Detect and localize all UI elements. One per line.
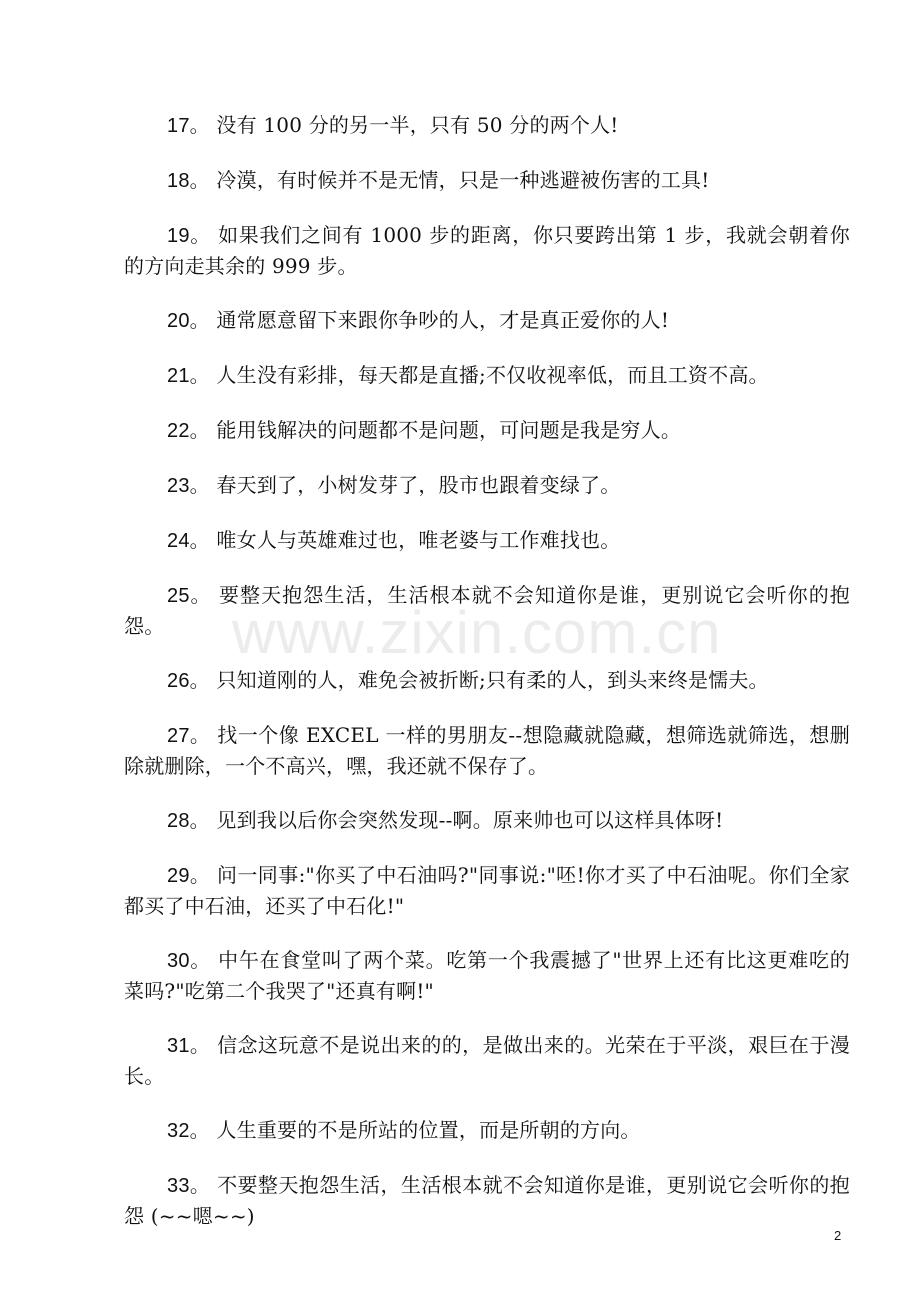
list-item <box>124 470 850 501</box>
item-number: 21。 <box>167 365 210 387</box>
watermark: www.zixin.com.cn <box>232 599 722 666</box>
item-text: 能用钱解决的问题都不是问题，可问题是我是穷人。 <box>216 418 682 442</box>
item-number: 32。 <box>167 1120 210 1142</box>
item-text: 人生没有彩排，每天都是直播;不仅收视率低，而且工资不高。 <box>216 363 769 387</box>
item-number: 22。 <box>167 420 210 442</box>
item-text: 不要整天抱怨生活，生活根本就不会知道你是谁，更别说它会听你的抱怨 (~~嗯~~) <box>124 1173 850 1228</box>
item-text: 见到我以后你会突然发现--啊。原来帅也可以这样具体呀! <box>216 808 724 832</box>
item-number: 29。 <box>167 865 211 887</box>
document-body <box>124 110 850 1255</box>
item-text: 信念这玩意不是说出来的的，是做出来的。光荣在于平淡，艰巨在于漫长。 <box>124 1033 850 1088</box>
item-text: 唯女人与英雄难过也，唯老婆与工作难找也。 <box>216 528 621 552</box>
list-item <box>124 305 850 336</box>
item-number: 17。 <box>167 115 210 137</box>
item-number: 26。 <box>167 670 210 692</box>
list-item <box>124 945 850 1006</box>
item-number: 30。 <box>167 950 211 972</box>
list-item <box>124 805 850 836</box>
item-number: 31。 <box>167 1035 211 1057</box>
item-text: 只知道刚的人，难免会被折断;只有柔的人，到头来终是懦夫。 <box>216 668 769 692</box>
list-item <box>124 110 850 141</box>
item-text: 要整天抱怨生活，生活根本就不会知道你是谁，更别说它会听你的抱怨。 <box>124 583 850 638</box>
list-item <box>124 165 850 196</box>
item-text: 没有 100 分的另一半，只有 50 分的两个人! <box>216 113 619 137</box>
item-number: 23。 <box>167 475 210 497</box>
item-text: 春天到了，小树发芽了，股市也跟着变绿了。 <box>216 473 621 497</box>
item-text: 如果我们之间有 1000 步的距离，你只要跨出第 1 步，我就会朝着你的方向走其余的 999 步。 <box>124 223 850 278</box>
item-text: 冷漠，有时候并不是无情，只是一种逃避被伤害的工具! <box>216 168 710 192</box>
item-number: 27。 <box>167 725 211 747</box>
item-number: 24。 <box>167 530 210 552</box>
item-text: 中午在食堂叫了两个菜。吃第一个我震撼了"世界上还有比这更难吃的菜吗?"吃第二个我哭了"还真有啊!" <box>124 948 850 1003</box>
item-text: 找一个像 EXCEL 一样的男朋友--想隐藏就隐藏，想筛选就筛选，想删除就删除，一个不高兴，嘿，我还就不保存了。 <box>124 723 850 778</box>
item-number: 28。 <box>167 810 210 832</box>
item-number: 18。 <box>167 170 210 192</box>
item-number: 20。 <box>167 310 210 332</box>
list-item <box>124 220 850 281</box>
list-item <box>124 720 850 781</box>
list-item <box>124 1030 850 1091</box>
item-number: 19。 <box>167 225 211 247</box>
list-item <box>124 415 850 446</box>
list-item <box>124 1115 850 1146</box>
item-number: 25。 <box>167 585 212 607</box>
list-item <box>124 665 850 696</box>
list-item <box>124 860 850 921</box>
list-item <box>124 1170 850 1231</box>
list-item <box>124 525 850 556</box>
item-text: 人生重要的不是所站的位置，而是所朝的方向。 <box>216 1118 641 1142</box>
page-number: 2 <box>834 1228 842 1243</box>
list-item <box>124 360 850 391</box>
item-text: 问一同事:"你买了中石油吗?"同事说:"呸!你才买了中石油呢。你们全家都买了中石油，还买了中石化!" <box>124 863 850 918</box>
item-text: 通常愿意留下来跟你争吵的人，才是真正爱你的人! <box>216 308 670 332</box>
item-number: 33。 <box>167 1175 211 1197</box>
